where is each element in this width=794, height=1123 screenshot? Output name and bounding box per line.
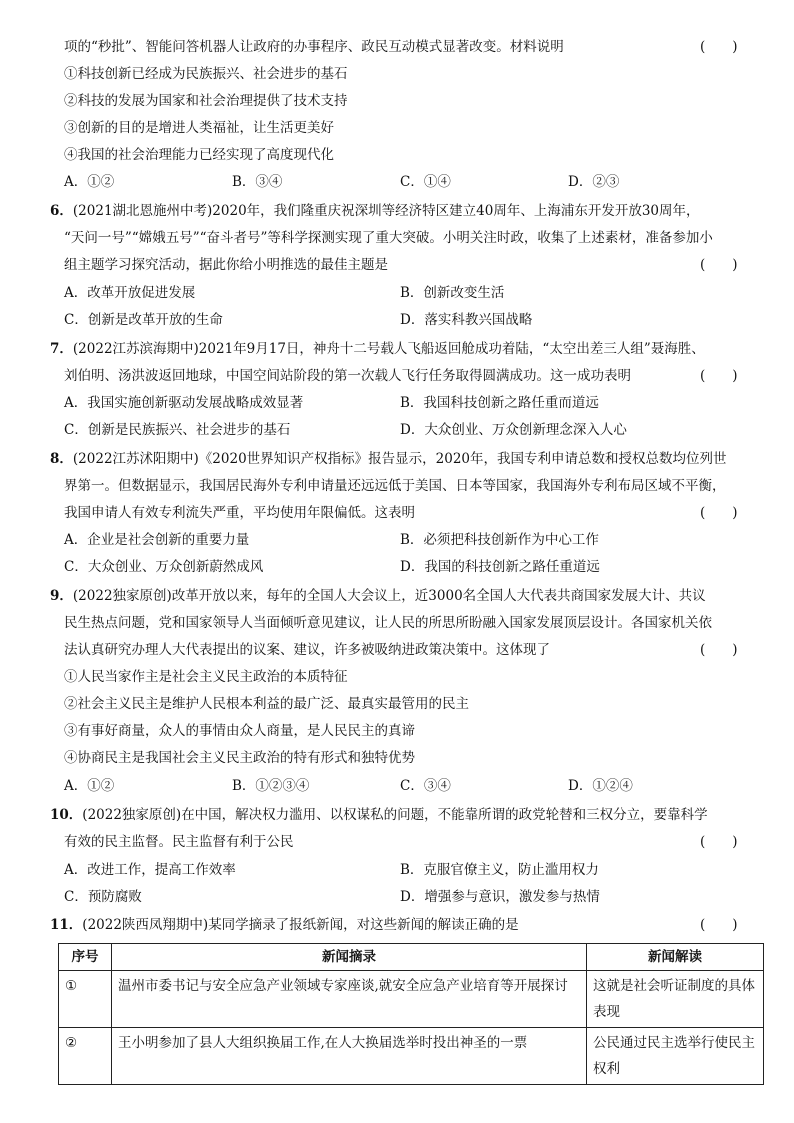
q7-number: 7．: [50, 341, 73, 357]
row-interpretation: 公民通过民主选举行使民主权利: [587, 1028, 764, 1085]
q9-text-1: 改革开放以来，每年的全国人大会议上，近3000名全国人大代表共商国家发展大计、共议: [171, 588, 706, 604]
q9-source: (2022独家原创): [72, 588, 172, 604]
q10-source: (2022独家原创): [82, 807, 182, 823]
q6-line-2: “天问一号”“嫦娥五号”“奋斗者号”等科学探测实现了重大突破。小明关注时政，收集了上述素材，准备参加小: [64, 230, 713, 246]
q6-answer-paren: ( ): [700, 257, 738, 273]
q7-option-b: B．我国科技创新之路任重而道远: [400, 395, 599, 411]
q6-option-d: D．落实科教兴国战略: [400, 312, 533, 328]
q11-number: 11．: [50, 917, 83, 933]
q10-line-2: 有效的民主监督。民主监督有利于公民: [64, 834, 294, 850]
q7-option-c: C．创新是民族振兴、社会进步的基石: [64, 422, 291, 438]
q5-item-2: ②科技的发展为国家和社会治理提供了技术支持: [64, 93, 348, 109]
q8-text-1: 《2020世界知识产权指标》报告显示，2020年，我国专利申请总数和授权总数均位列世: [198, 451, 727, 467]
q8-option-c: C．大众创业、万众创新蔚然成风: [64, 559, 264, 575]
header-index: 序号: [59, 944, 112, 971]
row-index: ①: [59, 971, 112, 1028]
q11-answer-paren: ( ): [700, 917, 738, 933]
q8-line-2: 界第一。但数据显示，我国居民海外专利申请量还远远低于美国、日本等国家，我国海外专利布局区域不平衡，: [64, 478, 726, 494]
q5-item-3: ③创新的目的是增进人类福祉，让生活更美好: [64, 120, 334, 136]
q9-item-2: ②社会主义民主是维护人民根本利益的最广泛、最真实最管用的民主: [64, 696, 469, 712]
news-table-header: [59, 944, 764, 971]
row-excerpt: 温州市委书记与安全应急产业领域专家座谈,就安全应急产业培育等开展探讨: [112, 971, 587, 1028]
q11-text-1: 某同学摘录了报纸新闻，对这些新闻的解读正确的是: [208, 917, 519, 933]
q6-line-3: 组主题学习探究活动，据此你给小明推选的最佳主题是: [64, 257, 388, 273]
q9-answer-paren: ( ): [700, 642, 738, 658]
q10-line-1: [50, 805, 708, 825]
q9-option-c: C．③④: [400, 778, 451, 794]
q6-line-1: [50, 201, 700, 221]
row-excerpt: 王小明参加了县人大组织换届工作,在人大换届选举时投出神圣的一票: [112, 1028, 587, 1085]
q7-line-2: 刘伯明、汤洪波返回地球，中国空间站阶段的第一次载人飞行任务取得圆满成功。这一成功表明: [64, 368, 631, 384]
q7-option-a: A．我国实施创新驱动发展战略成效显著: [64, 395, 304, 411]
row-interpretation: 这就是社会听证制度的具体表现: [587, 971, 764, 1028]
q9-option-d: D．①②④: [568, 778, 633, 794]
q8-source: (2022江苏沭阳期中): [72, 451, 199, 467]
q10-text-1: 在中国，解决权力滥用、以权谋私的问题，不能靠所谓的政党轮替和三权分立，要靠科学: [181, 807, 708, 823]
q6-number: 6．: [50, 203, 73, 219]
q10-option-a: A．改进工作，提高工作效率: [64, 862, 236, 878]
news-table: [58, 943, 764, 1085]
q10-answer-paren: ( ): [700, 834, 738, 850]
q10-option-b: B．克服官僚主义，防止滥用权力: [400, 862, 599, 878]
q11-source: (2022陕西凤翔期中): [82, 917, 209, 933]
q6-option-c: C．创新是改革开放的生命: [64, 312, 223, 328]
q10-option-c: C．预防腐败: [64, 889, 142, 905]
q5-option-b: B．③④: [232, 174, 283, 190]
q9-item-3: ③有事好商量，众人的事情由众人商量，是人民民主的真谛: [64, 723, 415, 739]
q7-line-1: [50, 339, 705, 359]
q8-option-b: B．必须把科技创新作为中心工作: [400, 532, 599, 548]
q11-line-1: [50, 915, 519, 935]
q9-item-1: ①人民当家作主是社会主义民主政治的本质特征: [64, 669, 348, 685]
q8-line-1: [50, 449, 727, 469]
q7-source: (2022江苏滨海期中): [72, 341, 199, 357]
q5-item-4: ④我国的社会治理能力已经实现了高度现代化: [64, 147, 334, 163]
q6-text-1: 2020年，我们隆重庆祝深圳等经济特区建立40周年、上海浦东开发开放30周年，: [212, 203, 700, 219]
q5-option-a: A．①②: [64, 174, 115, 190]
q9-line-2: 民生热点问题，党和国家领导人当面倾听意见建议，让人民的所思所盼融入国家发展顶层设计。各国家机关依: [64, 615, 712, 631]
q5-option-d: D．②③: [568, 174, 620, 190]
header-news-interpretation: 新闻解读: [587, 944, 764, 971]
row-index: ②: [59, 1028, 112, 1085]
q9-line-3: 法认真研究办理人大代表提出的议案、建议，许多被吸纳进政策决策中。这体现了: [64, 642, 550, 658]
header-news-excerpt: 新闻摘录: [112, 944, 587, 971]
table-row: [59, 1028, 764, 1085]
q5-answer-paren: ( ): [700, 39, 738, 55]
q10-option-d: D．增强参与意识，激发参与热情: [400, 889, 600, 905]
q7-option-d: D．大众创业、万众创新理念深入人心: [400, 422, 627, 438]
q8-answer-paren: ( ): [700, 505, 738, 521]
q6-option-a: A．改革开放促进发展: [64, 285, 196, 301]
q5-item-1: ①科技创新已经成为民族振兴、社会进步的基石: [64, 66, 348, 82]
table-row: [59, 971, 764, 1028]
q9-option-b: B．①②③④: [232, 778, 310, 794]
q10-number: 10．: [50, 807, 83, 823]
q9-number: 9．: [50, 588, 73, 604]
q9-item-4: ④协商民主是我国社会主义民主政治的特有形式和独特优势: [64, 750, 415, 766]
q5-stem: 项的“秒批”、智能问答机器人让政府的办事程序、政民互动模式显著改变。材料说明: [64, 39, 564, 55]
q8-line-3: 我国申请人有效专利流失严重，平均使用年限偏低。这表明: [64, 505, 415, 521]
q9-option-a: A．①②: [64, 778, 115, 794]
q7-answer-paren: ( ): [700, 368, 738, 384]
q7-text-1: 2021年9月17日，神舟十二号载人飞船返回舱成功着陆，“太空出差三人组”聂海胜、: [198, 341, 705, 357]
q6-source: (2021湖北恩施州中考): [72, 203, 213, 219]
q8-number: 8．: [50, 451, 73, 467]
q8-option-a: A．企业是社会创新的重要力量: [64, 532, 250, 548]
q5-option-c: C．①④: [400, 174, 451, 190]
q9-line-1: [50, 586, 706, 606]
q6-option-b: B．创新改变生活: [400, 285, 505, 301]
q8-option-d: D．我国的科技创新之路任重道远: [400, 559, 600, 575]
